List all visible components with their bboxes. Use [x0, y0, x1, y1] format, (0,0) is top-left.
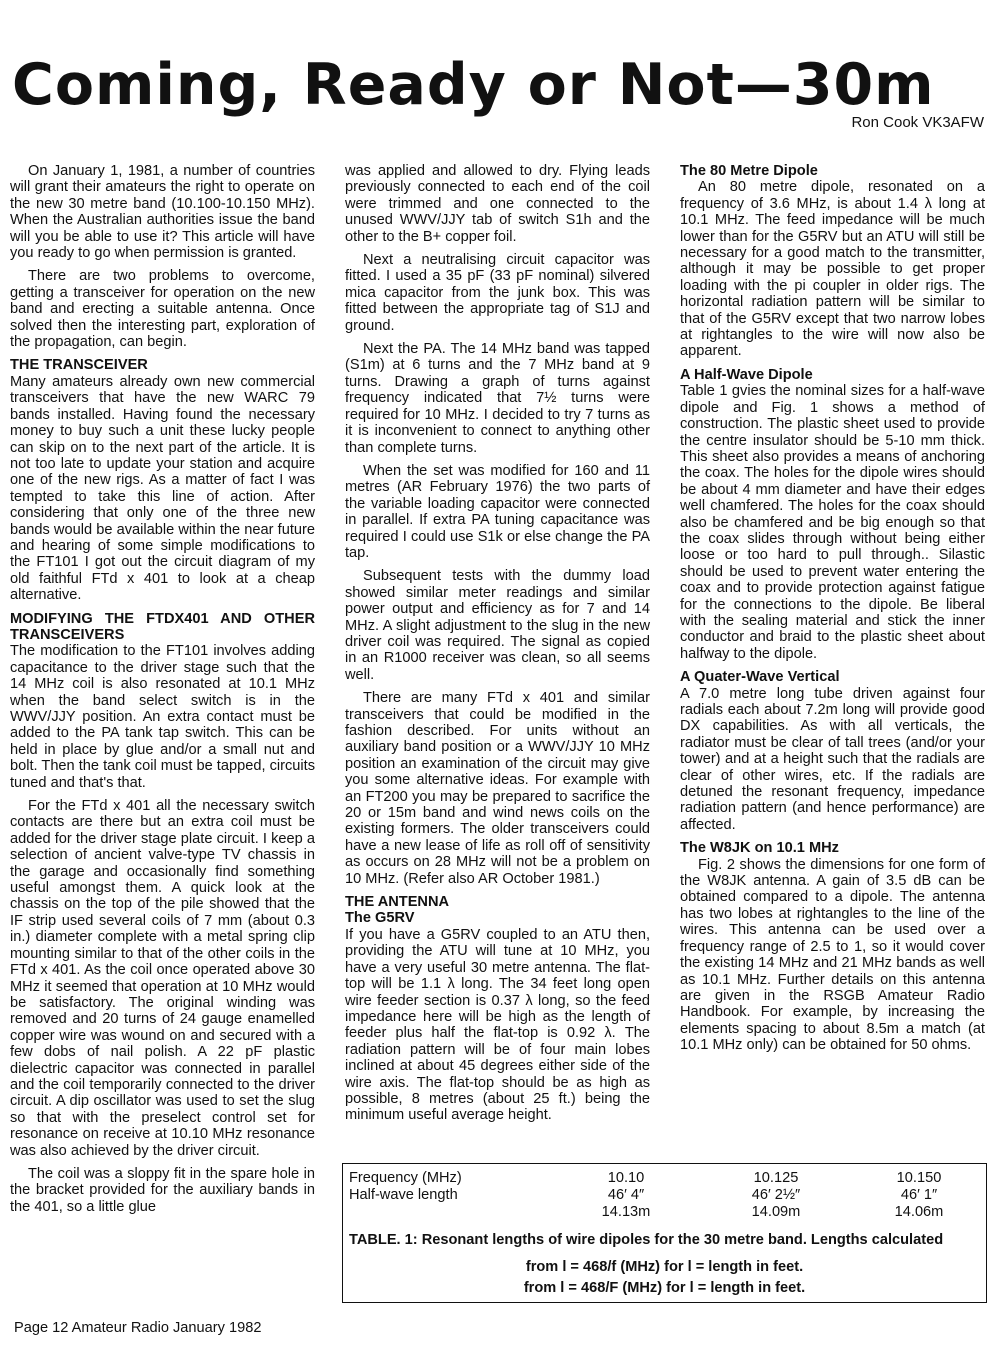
section-heading: THE ANTENNA: [345, 894, 450, 911]
paragraph: The coil was a sloppy fit in the spare hole in the bracket provided for the auxiliary bands in the 401, so a little glue: [10, 1165, 315, 1215]
formula: from l = 468/F (MHz) for l = length in feet.: [523, 1280, 806, 1296]
table-cell: 14.09m: [751, 1204, 801, 1220]
row-label: Frequency (MHz): [349, 1170, 462, 1186]
table-cell: 46′ 2½″: [751, 1187, 801, 1203]
paragraph: The modification to the FT101 involves adding capacitance to the driver stage such that the 14 MHz coil is also resonated at 10.1 MHz when the band select switch is in the WWV/JJY position. An extra contact must be added to the PA tank tap switch. This can be held in place by glue and/or a small nut and bolt. Then the tank coil must be tapped, circuits tuned and that's that.: [10, 643, 315, 791]
paragraph: An 80 metre dipole, resonated on a frequency of 3.6 MHz, is about 1.4 λ long at 10.1 MHz. The feed impedance will be much lower than for the G5RV but an ATU will still be necessary for a good match to the transmitter, although it may be possible to get proper loading with the pi coupler in older rigs. The horizontal radiation pattern will be similar to that of the G5RV except that two narrow lobes at rightangles to the wire will now also be apparent.: [680, 179, 985, 360]
table-cell: 14.06m: [894, 1204, 944, 1220]
paragraph: Many amateurs already own new commercial transceivers that have the new WARC 79 bands installed. Having found the necessary money to buy such a unit these lucky people can skip on to the next part of the article. It is not too late to update your station and acquire one of the new rigs. As a matter of fact I was tempted to take this line of action. After considering that only one of the three new bands would be available within the near future and hearing of some simple modifications to the FT101 I got out the circuit diagram of my old faithful FTd x 401 to look at a cheap alternative.: [10, 373, 315, 604]
table-cell: 14.13m: [601, 1204, 651, 1220]
article-title: Coming, Ready or Not—30m: [12, 52, 935, 118]
page-footer: Page 12 Amateur Radio January 1982: [14, 1320, 262, 1336]
table-1: [342, 1163, 987, 1303]
paragraph: Subsequent tests with the dummy load showed similar meter readings and similar power output and efficiency as for 7 and 14 MHz. A slight adjustment to the slug in the new driver coil was required. The signal as copied in an R1000 receiver was clean, so all seems well.: [345, 568, 650, 683]
subsection-heading: The W8JK on 10.1 MHz: [680, 840, 839, 857]
column-3: [680, 163, 985, 1061]
paragraph: There are many FTd x 401 and similar transceivers that could be modified in the fashion described. For units without an auxiliary band position or a WWV/JJY 10 MHz position an examination of the circuit may give you some alternative ideas. For example with an FT200 you may be prepared to sacrifice the 20 or 15m band and wind news coils on the existing formers. The older transceivers could have a new lease of life as roll off of sensitivity as occurs on 28 MHz will not be a problem on 10 MHz. (Refer also AR October 1981.): [345, 690, 650, 887]
paragraph: Table 1 gvies the nominal sizes for a half-wave dipole and Fig. 1 shows a method of construction. The plastic sheet used to provide the centre insulator should be 5-10 mm thick. This sheet also provides a means of anchoring the coax. The holes for the dipole wires should be about 4 mm diameter and have their edges well chamfered. The holes for the coax should also be chamfered and be big enough so that the coax slides through without being either loose or too hard to pull through.. Silastic should be used to prevent water entering the coax and to provide protection against fatigue for the connections to the dipole. Be liberal with the sealing material and stick the inner conductor and braid to the plastic sheet about halfway to the dipole.: [680, 383, 985, 662]
paragraph: When the set was modified for 160 and 11 metres (AR February 1976) the two parts of the variable loading capacitor were connected in parallel. If extra PA tuning capacitance was required I could use S1k or else change the PA tap.: [345, 462, 650, 561]
paragraph: A 7.0 metre long tube driven against four radials each about 7.2m long will provide good DX capabilities. As with all verticals, the radiator must be clear of tall trees (and/or your tower) and at a height such that the radials are clear of other wires, etc. If the radials are detuned the resonant frequency, impedance radiation pattern (and hence performance) are affected.: [680, 685, 985, 833]
table-cell: 10.150: [896, 1170, 942, 1186]
table-cell: 10.125: [753, 1170, 799, 1186]
paragraph: was applied and allowed to dry. Flying leads previously connected to each end of the coil were trimmed and one connected to the unused WWV/JJY tab of switch S1h and the other to the B+ copper foil.: [345, 163, 650, 245]
table-row: [349, 1170, 979, 1187]
subsection-heading: The G5RV: [345, 910, 415, 927]
subsection-heading: A Quater-Wave Vertical: [680, 669, 840, 686]
paragraph: There are two problems to overcome, getting a transceiver for operation on the new band and erecting a suitable antenna. Once solved then the interesting part, exploration of the propagation, can begin.: [10, 268, 315, 351]
row-label: Half-wave length: [349, 1187, 458, 1203]
table-row: [349, 1187, 979, 1204]
formula: from l = 468/f (MHz) for l = length in feet.: [525, 1259, 804, 1275]
section-heading: THE TRANSCEIVER: [10, 357, 148, 374]
column-2: [345, 163, 650, 1131]
column-1: [10, 163, 315, 1222]
table-caption: TABLE. 1: Resonant lengths of wire dipoles for the 30 metre band. Lengths calculated: [349, 1232, 944, 1248]
byline: Ron Cook VK3AFW: [851, 114, 984, 131]
table-cell: 46′ 1″: [900, 1187, 938, 1203]
table-cell: 46′ 4″: [607, 1187, 645, 1203]
paragraph: For the FTd x 401 all the necessary switch contacts are there but an extra coil must be added for the driver stage plate circuit. I keep a selection of ancient valve-type TV chassis in the garage and occasionally find something useful amongst them. A quick look at the chassis on the top of the pile showed that the IF strip used several coils of 7 mm (about 0.3 in.) diameter complete with a metal spring clip mounting similar to that of the other coils in the FTd x 401. As the coil once operated above 30 MHz it seemed that operation at 10 MHz would be satisfactory. The original winding was removed and 20 turns of 24 gauge enamelled copper wire was wound on and secured with a few dobs of nail polish. A 22 pF plastic dielectric capacitor was connected in parallel and the coil temporarily connected to the driver circuit. A dip oscillator was used to set the slug so that with the preselect control set for resonance on receive at 10.10 MHz resonance was also achieved by the driver circuit.: [10, 798, 315, 1159]
table-cell: 10.10: [607, 1170, 645, 1186]
subsection-heading: The 80 Metre Dipole: [680, 163, 818, 179]
paragraph: Next a neutralising circuit capacitor was fitted. I used a 35 pF (33 pF nominal) silvered mica capacitor from the junk box. This was fitted between the appropriate tag of S1J and ground.: [345, 252, 650, 334]
paragraph: If you have a G5RV coupled to an ATU then, providing the ATU will tune at 10 MHz, you have a very useful 30 metre antenna. The flat-top will be 1.1 λ long. The 34 feet long open wire feeder section is 0.37 λ long, so the feed impedance here will be high as the length of feeder plus half the flat-top is 0.92 λ. The radiation pattern will be of four main lobes inclined at about 45 degrees either side of the wire axis. The flat-top should be as high as possible, 8 metres (about 25 ft.) being the minimum useful average height.: [345, 926, 650, 1124]
table-row: [349, 1204, 979, 1221]
paragraph: Fig. 2 shows the dimensions for one form of the W8JK antenna. A gain of 3.5 dB can be obtained compared to a dipole. The antenna has two lobes at rightangles to the line of the wires. This antenna can be used over a frequency range of 2.5 to 1, so it would cover the existing 14 MHz and 21 MHz bands as well as 10.1 MHz. Further details on this antenna are given in the RSGB Amateur Radio Handbook. For example, by increasing the elements spacing to about 8.5m a match (at 10.1 MHz only) can be obtained for 50 ohms.: [680, 856, 985, 1054]
paragraph: On January 1, 1981, a number of countries will grant their amateurs the right to operate on the new 30 metre band (10.100-10.150 MHz). When the Australian authorities issue the band will you be able to use it? This article will have you ready to go when permission is granted.: [10, 163, 315, 262]
subsection-heading: A Half-Wave Dipole: [680, 366, 813, 383]
section-heading: MODIFYING THE FTDX401 AND OTHER TRANSCEIVERS: [10, 610, 315, 643]
paragraph: Next the PA. The 14 MHz band was tapped (S1m) at 6 turns and the 7 MHz band at 9 turns. Drawing a graph of turns against frequency indicated that 7½ turns were required for 10 MHz. I decided to try 7 turns as it is inconvenient to connect to anything other than complete turns.: [345, 341, 650, 456]
